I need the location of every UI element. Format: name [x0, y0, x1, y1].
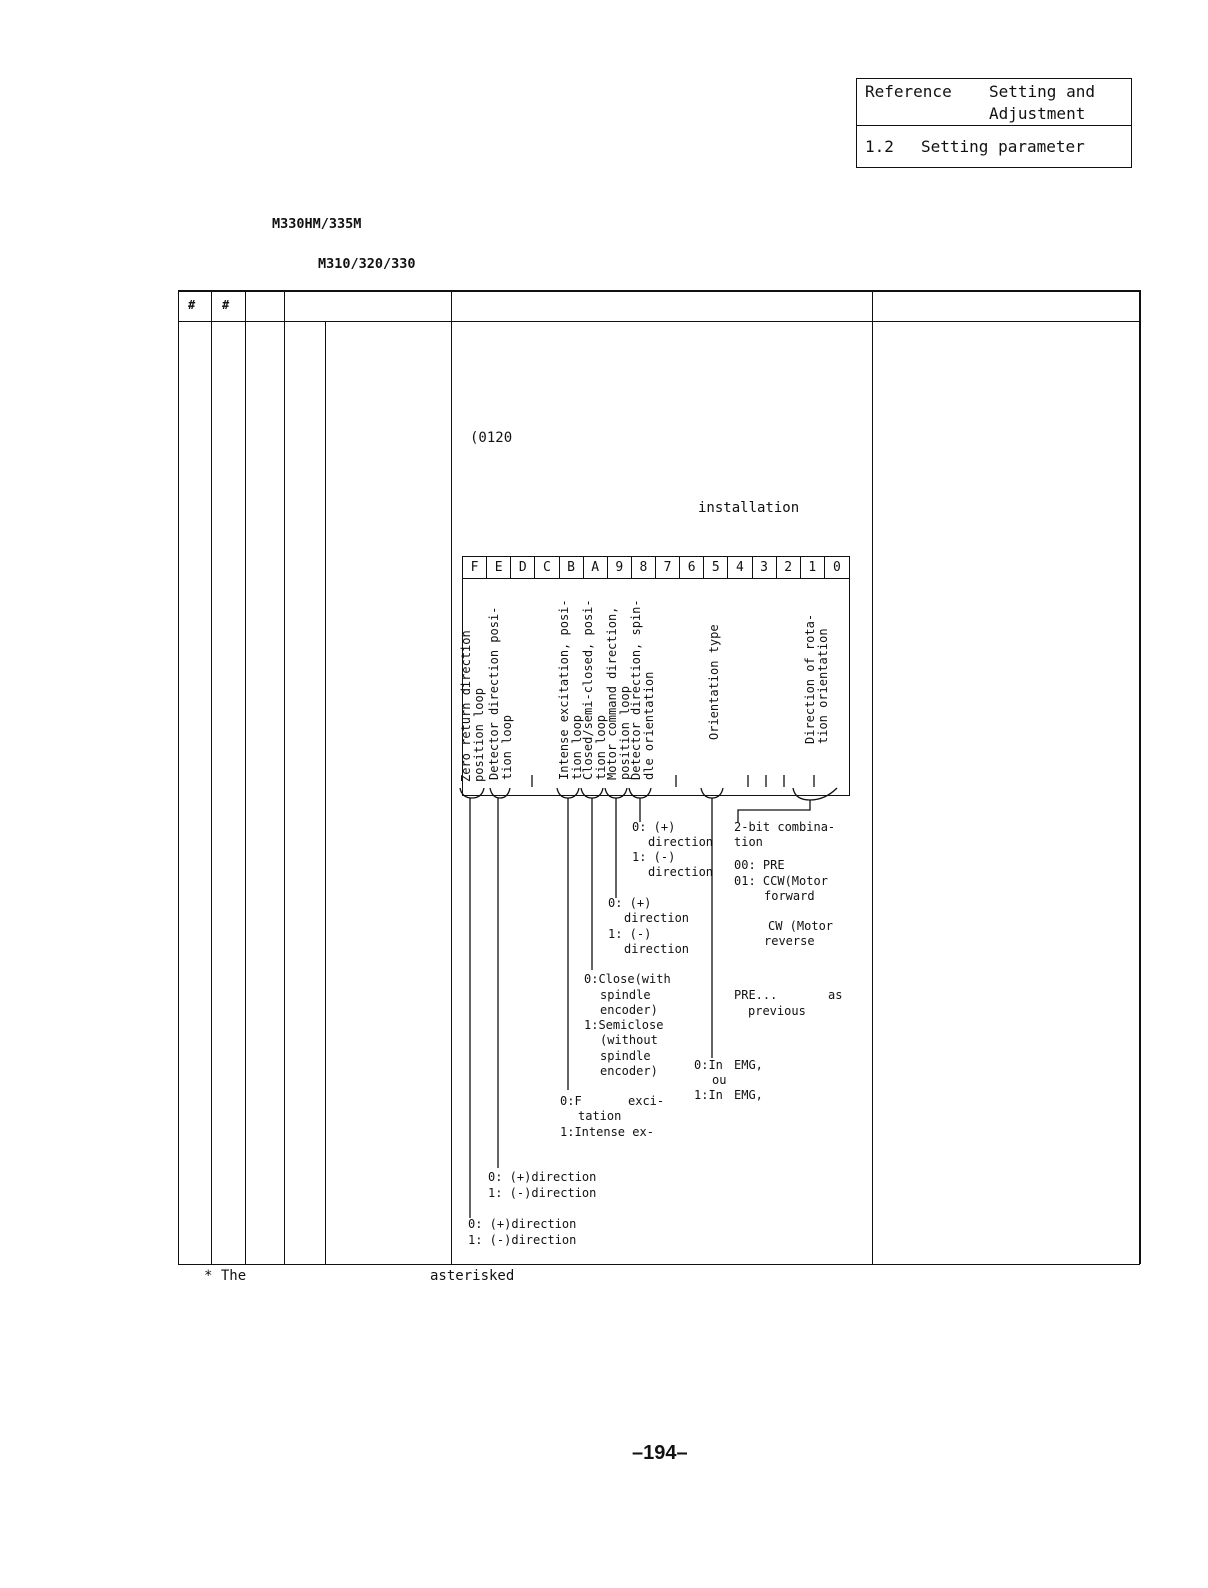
- parameter-code: (0120: [470, 430, 513, 446]
- table-col-line: [245, 290, 246, 1264]
- installation-text: installation: [698, 500, 800, 516]
- bitF-note-1: 1: (-)direction: [468, 1233, 577, 1247]
- bitB-note-0c: tation: [578, 1109, 622, 1123]
- bit-cell-d: D: [511, 557, 535, 579]
- bit9-note-1a: 1: (-): [608, 927, 652, 941]
- bit9-note-1b: direction: [624, 942, 690, 956]
- footnote-word: asterisked: [430, 1268, 515, 1284]
- bit-e-description: Detector direction posi- tion loop: [487, 606, 514, 780]
- bit-cell-b: B: [560, 557, 584, 579]
- bit-cell-6: 6: [680, 557, 704, 579]
- bitE-note-0: 0: (+)direction: [488, 1170, 597, 1184]
- bit-cell-7: 7: [656, 557, 680, 579]
- bit-cell-a: A: [584, 557, 608, 579]
- bitA-note-1d: encoder): [600, 1064, 658, 1078]
- table-header-divider: [178, 321, 1140, 322]
- header-hash-2: #: [222, 298, 230, 312]
- bit-cell-e: E: [487, 557, 511, 579]
- bit10-note-j: previous: [748, 1004, 806, 1018]
- bit5-note-1a: 1:In: [694, 1088, 723, 1102]
- bit-f-description: Zero return direction position loop: [459, 630, 486, 782]
- bit5-note-0c: ou: [712, 1073, 727, 1087]
- table-left-border: [178, 290, 179, 1264]
- bit-cell-9: 9: [608, 557, 632, 579]
- bit-b-description: Intense excitation, posi- tion loop: [557, 599, 584, 780]
- table-col-line: [325, 321, 326, 1264]
- bit8-note-0b: direction: [648, 835, 714, 849]
- bitF-note-0: 0: (+)direction: [468, 1217, 577, 1231]
- bit-a-description: Closed/semi-closed, posi- tion loop: [581, 599, 608, 780]
- bit10-note-a: 2-bit combina-: [734, 820, 836, 834]
- bit10-note-c: 00: PRE: [734, 858, 785, 872]
- table-top-border: [178, 290, 1140, 292]
- bitA-note-1a: 1:Semiclose: [584, 1018, 664, 1032]
- bit-cell-f: F: [463, 557, 487, 579]
- bit-8-description: Detector direction, spin- dle orientation: [629, 599, 656, 780]
- bit10-note-b: tion: [734, 835, 763, 849]
- model-label-2: M310/320/330: [318, 256, 416, 272]
- bit-cell-0: 0: [833, 560, 841, 575]
- bit10-note-g: reverse: [764, 934, 815, 948]
- reference-title-line2: Adjustment: [989, 104, 1086, 123]
- bitA-note-1b: (without: [600, 1033, 658, 1047]
- section-number: 1.2: [865, 137, 894, 156]
- bit-cell-1: 1: [801, 557, 825, 579]
- bit5-note-0a: 0:In: [694, 1058, 723, 1072]
- bit5-note-1b: EMG,: [734, 1088, 763, 1102]
- bit-cell-5: 5: [704, 557, 728, 579]
- bit-10-description: Direction of rota- tion orientation: [803, 613, 830, 744]
- bitA-note-0a: 0:Close(with: [584, 972, 671, 986]
- footnote-star: * The: [204, 1268, 247, 1284]
- reference-box: [856, 78, 1132, 168]
- bit5-note-0b: EMG,: [734, 1058, 763, 1072]
- table-bottom-border: [178, 1264, 1140, 1265]
- bitE-note-1: 1: (-)direction: [488, 1186, 597, 1200]
- bit-cell-2: 2: [777, 557, 801, 579]
- bit10-note-h: PRE...: [734, 988, 778, 1002]
- header-hash-1: #: [188, 298, 196, 312]
- bit10-note-f: CW (Motor: [768, 919, 834, 933]
- page-number: –194–: [632, 1442, 688, 1464]
- bitB-note-0a: 0:F: [560, 1094, 582, 1108]
- bitB-note-0b: exci-: [628, 1094, 665, 1108]
- bit-diagram: [459, 556, 850, 796]
- bitA-note-0b: spindle: [600, 988, 651, 1002]
- bitB-note-1: 1:Intense ex-: [560, 1125, 654, 1139]
- bitA-note-1c: spindle: [600, 1049, 651, 1063]
- bitA-note-0c: encoder): [600, 1003, 658, 1017]
- model-label-1: M330HM/335M: [272, 216, 362, 232]
- table-col-line: [284, 290, 285, 1264]
- bit9-note-0b: direction: [624, 911, 690, 925]
- bit9-note-0a: 0: (+): [608, 896, 652, 910]
- bit-cell-8: 8: [632, 557, 656, 579]
- reference-title-line1: Setting and: [989, 82, 1095, 101]
- bit-cell-c: C: [535, 557, 559, 579]
- table-col-line: [211, 290, 212, 1264]
- bit10-note-d: 01: CCW(Motor: [734, 874, 828, 888]
- bit-5-description: Orientation type: [707, 624, 721, 740]
- table-right-border: [1139, 290, 1141, 1264]
- bit-9-description: Motor command direction, position loop: [605, 606, 632, 780]
- bit-cell-3: 3: [753, 557, 777, 579]
- bit-cell-4: 4: [728, 557, 752, 579]
- bit10-note-i: as: [828, 988, 843, 1002]
- bit8-note-1a: 1: (-): [632, 850, 676, 864]
- reference-label: Reference: [865, 82, 952, 101]
- bit8-note-0a: 0: (+): [632, 820, 676, 834]
- bit8-note-1b: direction: [648, 865, 714, 879]
- section-title: Setting parameter: [921, 137, 1085, 156]
- bit10-note-e: forward: [764, 889, 815, 903]
